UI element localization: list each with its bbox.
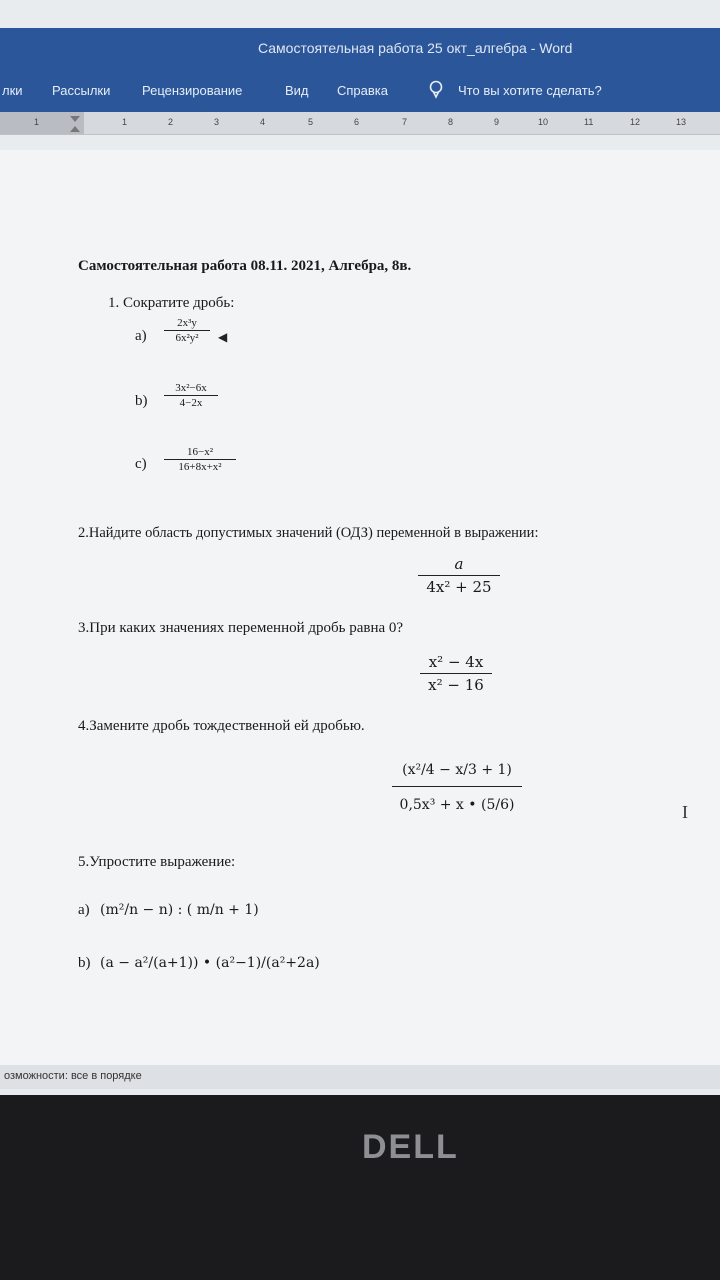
denominator: 6x²y² [175,332,199,344]
q2-label: 2.Найдите область допустимых значений (ОДЗ) переменной в выражении: [78,525,539,541]
indent-marker-icon[interactable] [70,116,80,134]
ruler-number: 5 [308,117,314,127]
dell-logo: DELL [362,1128,459,1166]
q1-label: 1. Сократите дробь: [108,295,235,311]
q5-a-expression: (m²/n − n) : ( m/n + 1) [100,902,259,918]
denominator: 4x² + 25 [426,578,492,596]
q1-b-mark: b) [135,393,148,409]
window-title: Самостоятельная работа 25 окт_алгебра - Word [258,40,573,56]
ruler-number: 7 [402,117,408,127]
ruler-number: 13 [676,117,687,127]
q5-label: 5.Упростите выражение: [78,854,236,870]
q1-a-fraction [164,317,210,344]
q1-b-fraction [164,382,218,409]
doc-heading: Самостоятельная работа 08.11. 2021, Алгебра, 8в. [78,258,412,274]
ruler-number: 1 [122,117,128,127]
tab-help[interactable]: Справка [337,83,388,98]
q3-label: 3.При каких значениях переменной дробь равна 0? [78,620,404,636]
ruler-number: 8 [448,117,454,127]
lightbulb-icon[interactable] [428,80,444,103]
tell-me-search[interactable]: Что вы хотите сделать? [458,83,602,98]
q5-a-mark: a) [78,902,90,918]
denominator: 0,5x³ + x • (5/6) [399,797,515,813]
title-bar [0,28,720,72]
accessibility-status[interactable]: озможности: все в порядке [4,1070,142,1082]
ribbon-tabs [0,72,720,112]
document-page[interactable] [0,150,720,1070]
q3-fraction [420,653,492,694]
tab-mailings[interactable]: Рассылки [52,83,111,98]
q1-a-mark: a) [135,328,147,344]
numerator: x² − 4x [428,653,484,671]
ruler-number: 6 [354,117,360,127]
numerator: 2x³y [177,317,197,329]
ruler-number: 10 [538,117,549,127]
ruler-number: 12 [630,117,641,127]
ruler-number: 2 [168,117,174,127]
q5-b-expression: (a − a²/(a+1)) • (a²−1)/(a²+2a) [100,955,320,971]
numerator: a [454,555,464,573]
tab-layout[interactable]: лки [2,83,23,98]
horizontal-ruler[interactable] [0,112,720,135]
q1-c-fraction [164,446,236,473]
denominator: x² − 16 [428,676,484,694]
text-cursor-icon: I [682,802,688,822]
laptop-bezel [0,1095,720,1280]
q2-fraction [418,555,500,596]
tab-view[interactable]: Вид [285,83,309,98]
ruler-number: 3 [214,117,220,127]
tab-review[interactable]: Рецензирование [142,83,243,98]
ruler-number: 9 [494,117,500,127]
status-bar [0,1065,720,1089]
denominator: 4−2x [179,397,203,409]
q5-b-mark: b) [78,955,91,971]
mouse-pointer-icon: ◀ [218,330,228,344]
ruler-number: 11 [584,117,594,127]
numerator: (x²/4 − x/3 + 1) [402,762,512,778]
ruler-number: 4 [260,117,266,127]
ruler-number: 1 [34,117,40,127]
q4-fraction [392,760,522,813]
numerator: 16−x² [186,446,213,458]
numerator: 3x²−6x [175,382,207,394]
q4-label: 4.Замените дробь тождественной ей дробью. [78,718,365,734]
q1-c-mark: c) [135,456,147,472]
denominator: 16+8x+x² [178,461,222,473]
